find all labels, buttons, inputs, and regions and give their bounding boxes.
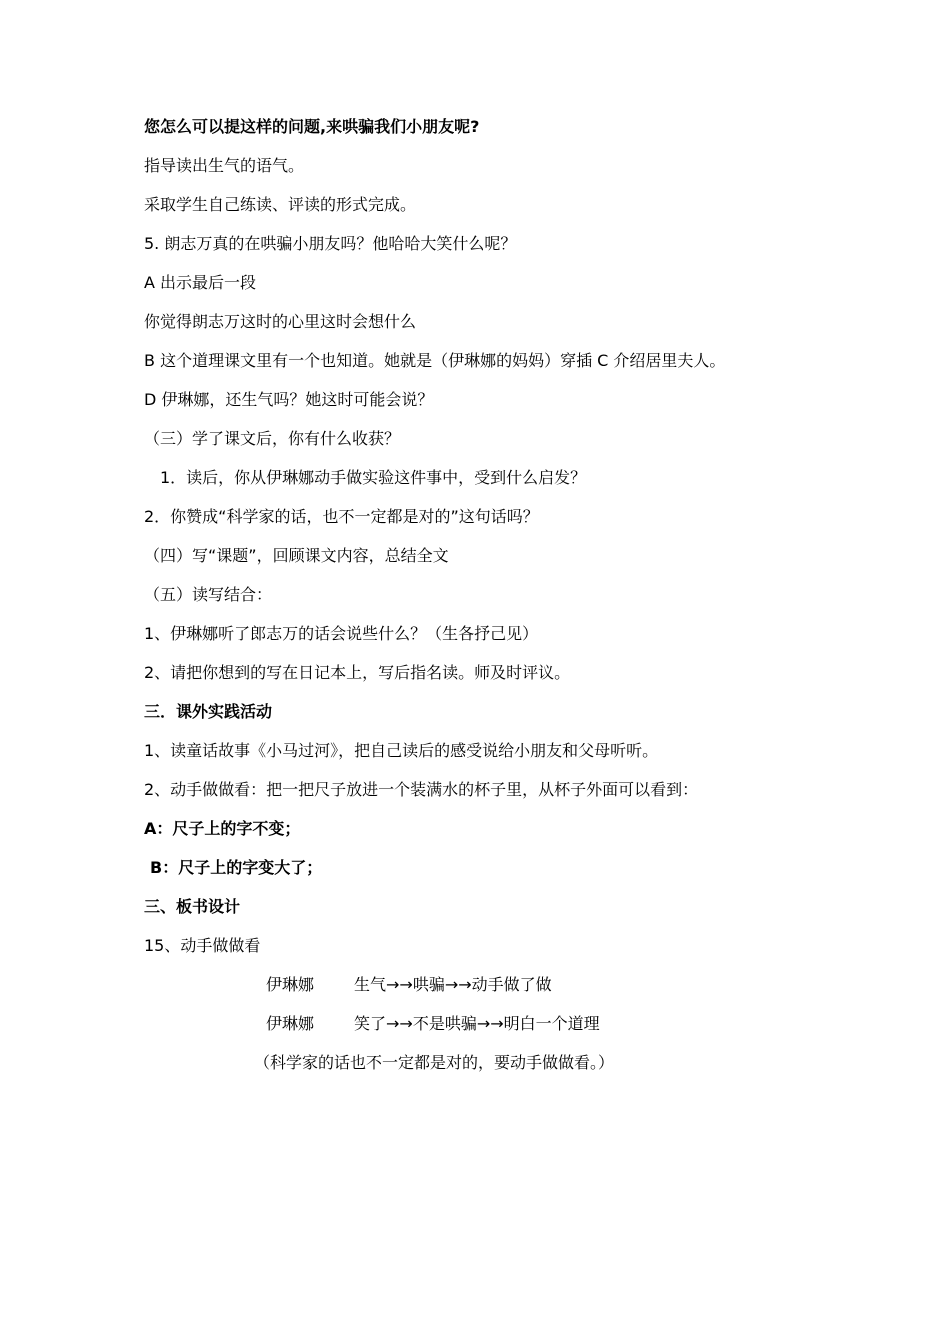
option-b: B：尺子上的字变大了； [150,858,323,877]
text-line: B 这个道理课文里有一个也知道。她就是（伊琳娜的妈妈）穿插 C 介绍居里夫人。 [144,351,726,370]
text-line: 2．你赞成“科学家的话，也不一定都是对的”这句话吗？ [144,507,539,526]
section-heading: 三、板书设计 [144,897,241,916]
option-a: A：尺子上的字不变； [144,819,301,838]
board-row2-name: 伊琳娜 [266,1014,315,1033]
board-row1-name: 伊琳娜 [266,975,315,994]
section-heading: （三）学了课文后，你有什么收获？ [144,429,401,448]
text-line: 2、动手做做看：把一把尺子放进一个装满水的杯子里，从杯子外面可以看到： [144,780,699,799]
text-line: 1．读后，你从伊琳娜动手做实验这件事中，受到什么启发？ [160,468,587,487]
text-line-question: 您怎么可以提这样的问题,来哄骗我们小朋友呢? [144,117,480,136]
board-row1-text: 生气→→哄骗→→动手做了做 [354,975,552,994]
text-line: 5. 朗志万真的在哄骗小朋友吗？他哈哈大笑什么呢？ [144,234,517,253]
section-heading: 三．课外实践活动 [144,702,273,721]
board-summary: （科学家的话也不一定都是对的，要动手做做看。） [254,1053,615,1072]
text-line: 你觉得朗志万这时的心里这时会想什么 [144,312,417,331]
board-row2-text: 笑了→→不是哄骗→→明白一个道理 [354,1014,600,1033]
section-heading: （四）写“课题”，回顾课文内容，总结全文 [144,546,449,565]
text-line: 1、伊琳娜听了郎志万的话会说些什么？（生各抒己见） [144,624,539,643]
text-line: A 出示最后一段 [144,273,257,292]
text-line: 2、请把你想到的写在日记本上，写后指名读。师及时评议。 [144,663,571,682]
board-title: 15、动手做做看 [144,936,261,955]
text-line: 指导读出生气的语气。 [144,156,305,175]
text-line: 采取学生自己练读、评读的形式完成。 [144,195,417,214]
section-heading: （五）读写结合： [144,585,273,604]
text-line: 1、读童话故事《小马过河》，把自己读后的感受说给小朋友和父母听听。 [144,741,659,760]
text-line: D 伊琳娜，还生气吗？她这时可能会说？ [144,390,434,409]
